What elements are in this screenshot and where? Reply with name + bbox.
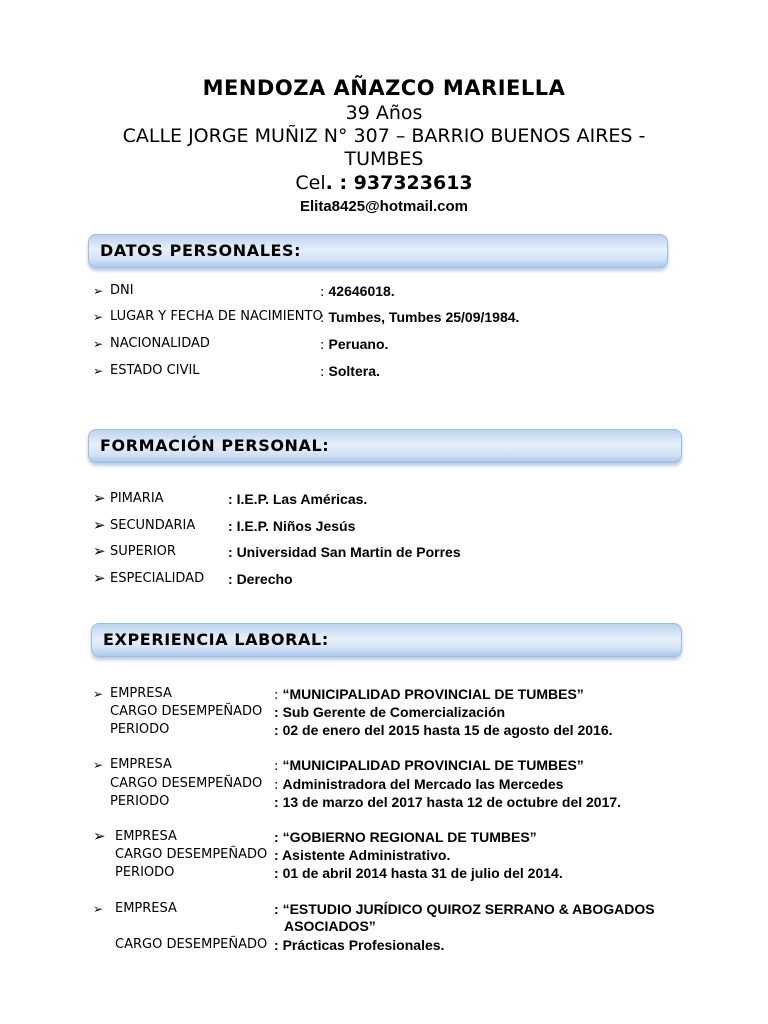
- address-line-1: CALLE JORGE MUÑIZ N° 307 – BARRIO BUENOS AIRES -: [122, 125, 646, 147]
- row-label: LUGAR Y FECHA DE NACIMIENTO: [110, 309, 323, 324]
- arrow-bullet-icon: ➢: [93, 542, 106, 560]
- person-age: 39 Años: [345, 102, 423, 124]
- address-line-2: TUMBES: [344, 148, 424, 170]
- row-label: NACIONALIDAD: [110, 336, 210, 351]
- phone: [0, 171, 768, 195]
- phone-label: Cel: [295, 172, 326, 194]
- arrow-bullet-icon: ➢: [93, 516, 106, 534]
- arrow-bullet-icon: ➢: [93, 569, 106, 587]
- row-label: ESTADO CIVIL: [110, 363, 200, 378]
- row-value: Derecho: [236, 571, 293, 587]
- row-value: Soltera.: [328, 363, 380, 379]
- cv-header: [0, 74, 768, 218]
- row-label: SECUNDARIA: [110, 518, 196, 533]
- row-value: Tumbes, Tumbes 25/09/1984.: [328, 309, 520, 325]
- row-label: SUPERIOR: [110, 544, 176, 559]
- row-label: PIMARIA: [110, 491, 164, 506]
- row-value: Universidad San Martin de Porres: [236, 544, 461, 560]
- row-value: 42646018.: [328, 283, 395, 299]
- row-label: DNI: [110, 283, 134, 298]
- arrow-bullet-icon: ➢: [93, 489, 106, 507]
- arrow-bullet-icon: ➢: [93, 284, 104, 298]
- phone-number: . : 937323613: [325, 172, 473, 194]
- row-value: I.E.P. Las Américas.: [236, 491, 368, 507]
- email-address: Elita8425@hotmail.com: [299, 198, 469, 215]
- arrow-bullet-icon: ➢: [93, 310, 104, 324]
- section-banner-education: FORMACIÓN PERSONAL:: [88, 429, 682, 463]
- row-label: ESPECIALIDAD: [110, 571, 205, 586]
- row-value: Peruano.: [328, 336, 389, 352]
- row-value: I.E.P. Niños Jesús: [236, 518, 356, 534]
- arrow-bullet-icon: ➢: [93, 827, 106, 845]
- arrow-bullet-icon: ➢: [93, 337, 104, 351]
- arrow-bullet-icon: ➢: [93, 758, 104, 772]
- arrow-bullet-icon: ➢: [93, 364, 104, 378]
- person-name: MENDOZA AÑAZCO MARIELLA: [202, 76, 566, 100]
- section-banner-personal: DATOS PERSONALES:: [88, 234, 668, 268]
- section-banner-experience: EXPERIENCIA LABORAL:: [91, 623, 682, 657]
- arrow-bullet-icon: ➢: [93, 902, 104, 916]
- arrow-bullet-icon: ➢: [93, 687, 104, 701]
